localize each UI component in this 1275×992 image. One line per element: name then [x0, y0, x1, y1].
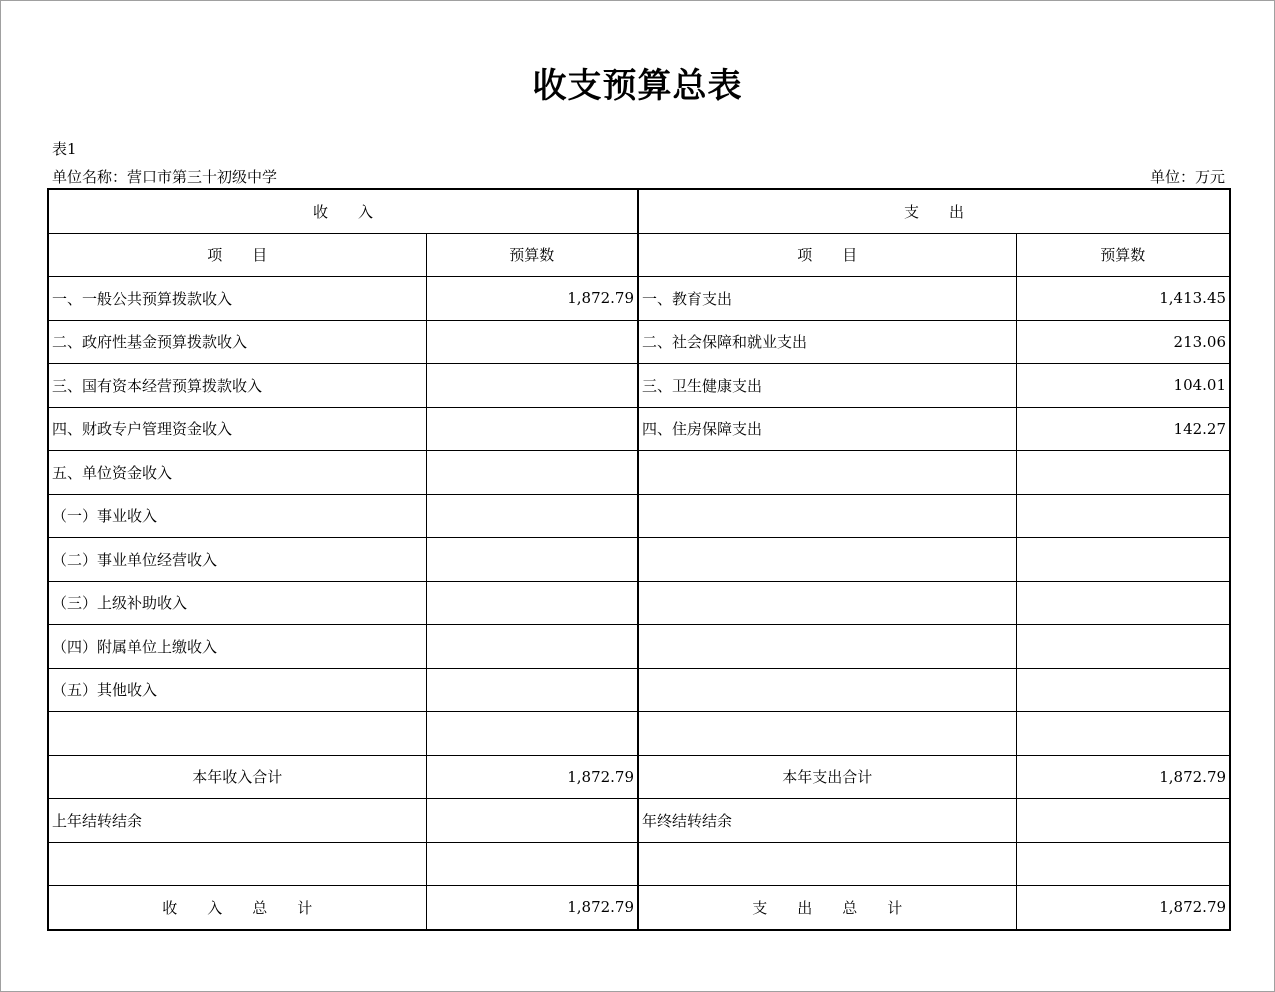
carryover-row-income-value [426, 799, 638, 843]
income-value-cell [426, 320, 638, 364]
expense-value-cell [1016, 451, 1230, 495]
year-total-row-income-label: 本年收入合计 [48, 755, 426, 799]
carryover-row [48, 799, 1230, 843]
income-item-cell: （四）附属单位上缴收入 [48, 625, 426, 669]
carryover-row-expense-label: 年终结转结余 [638, 799, 1016, 843]
budget-table [47, 188, 1231, 931]
expense-value-cell: 213.06 [1016, 320, 1230, 364]
income-item-cell: 二、政府性基金预算拨款收入 [48, 320, 426, 364]
grand-total-row-expense-value: 1,872.79 [1016, 886, 1230, 930]
page-title: 收支预算总表 [532, 66, 743, 106]
carryover-row-expense-value [1016, 799, 1230, 843]
income-header: 收 入 [48, 189, 638, 233]
carryover-row-income-label: 上年结转结余 [48, 799, 426, 843]
expense-item-cell [638, 712, 1016, 756]
expense-value-cell: 142.27 [1016, 407, 1230, 451]
expense-value-cell [1016, 712, 1230, 756]
expense-value-cell [1016, 625, 1230, 669]
table-row [48, 581, 1230, 625]
section-header-row [48, 189, 1230, 233]
income-budget-header: 预算数 [426, 233, 638, 277]
income-item-cell [48, 842, 426, 886]
income-item-cell: （五）其他收入 [48, 668, 426, 712]
budget-table-body [48, 189, 1230, 930]
income-value-cell [426, 494, 638, 538]
expense-item-cell: 一、教育支出 [638, 277, 1016, 321]
income-item-cell: 五、单位资金收入 [48, 451, 426, 495]
currency-unit: 单位：万元 [1149, 168, 1225, 186]
table-row [48, 668, 1230, 712]
expense-item-cell [638, 625, 1016, 669]
expense-value-cell: 1,413.45 [1016, 277, 1230, 321]
income-item-cell [48, 712, 426, 756]
grand-total-row [48, 886, 1230, 930]
income-item-cell: 四、财政专户管理资金收入 [48, 407, 426, 451]
table-number: 表1 [52, 140, 77, 158]
expense-value-cell: 104.01 [1016, 364, 1230, 408]
table-row [48, 451, 1230, 495]
expense-item-cell: 二、社会保障和就业支出 [638, 320, 1016, 364]
income-value-cell: 1,872.79 [426, 277, 638, 321]
expense-value-cell [1016, 842, 1230, 886]
blank-row [48, 842, 1230, 886]
unit-name: 单位名称：营口市第三十初级中学 [52, 168, 278, 186]
year-total-row-expense-label: 本年支出合计 [638, 755, 1016, 799]
expense-item-cell [638, 494, 1016, 538]
expense-item-cell: 三、卫生健康支出 [638, 364, 1016, 408]
grand-total-row-expense-label: 支 出 总 计 [638, 886, 1016, 930]
table-row [48, 277, 1230, 321]
income-item-cell: （二）事业单位经营收入 [48, 538, 426, 582]
expense-item-cell [638, 581, 1016, 625]
expense-budget-header: 预算数 [1016, 233, 1230, 277]
table-row [48, 320, 1230, 364]
income-value-cell [426, 581, 638, 625]
table-row [48, 364, 1230, 408]
expense-value-cell [1016, 581, 1230, 625]
income-item-cell: （三）上级补助收入 [48, 581, 426, 625]
year-total-row-expense-value: 1,872.79 [1016, 755, 1230, 799]
expense-item-cell [638, 451, 1016, 495]
income-value-cell [426, 712, 638, 756]
income-item-header: 项 目 [48, 233, 426, 277]
expense-item-cell [638, 538, 1016, 582]
income-item-cell: （一）事业收入 [48, 494, 426, 538]
expense-item-cell [638, 668, 1016, 712]
table-row [48, 538, 1230, 582]
expense-value-cell [1016, 668, 1230, 712]
expense-item-cell: 四、住房保障支出 [638, 407, 1016, 451]
expense-header: 支 出 [638, 189, 1230, 233]
grand-total-row-income-value: 1,872.79 [426, 886, 638, 930]
expense-value-cell [1016, 494, 1230, 538]
table-row [48, 625, 1230, 669]
income-value-cell [426, 364, 638, 408]
year-total-row-income-value: 1,872.79 [426, 755, 638, 799]
expense-value-cell [1016, 538, 1230, 582]
income-item-cell: 三、国有资本经营预算拨款收入 [48, 364, 426, 408]
income-value-cell [426, 538, 638, 582]
income-value-cell [426, 668, 638, 712]
income-value-cell [426, 407, 638, 451]
grand-total-row-income-label: 收 入 总 计 [48, 886, 426, 930]
income-item-cell: 一、一般公共预算拨款收入 [48, 277, 426, 321]
income-value-cell [426, 451, 638, 495]
income-value-cell [426, 842, 638, 886]
table-row [48, 407, 1230, 451]
table-row [48, 712, 1230, 756]
column-header-row [48, 233, 1230, 277]
income-value-cell [426, 625, 638, 669]
table-row [48, 494, 1230, 538]
expense-item-header: 项 目 [638, 233, 1016, 277]
expense-item-cell [638, 842, 1016, 886]
year-total-row [48, 755, 1230, 799]
